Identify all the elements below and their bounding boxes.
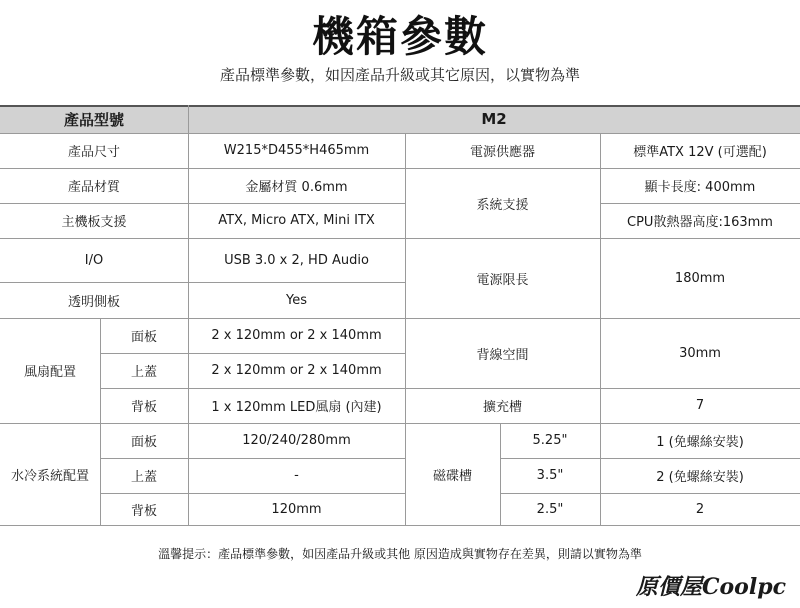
- spec-table: [0, 105, 800, 526]
- material-value: 金屬材質 0.6mm: [245, 180, 348, 195]
- bay-25-label: 2.5": [536, 502, 564, 517]
- grid-line: [0, 423, 800, 424]
- grid-line: [500, 423, 501, 526]
- grid-line: [100, 353, 405, 354]
- grid-line: [188, 105, 189, 526]
- fan-rear-label: 背板: [130, 400, 157, 415]
- grid-line: [100, 493, 405, 494]
- expansion-label: 擴充槽: [482, 400, 522, 415]
- page-subtitle: 產品標準參數，如因產品升級或其它原因，以實物為準: [219, 66, 580, 84]
- grid-line: [405, 133, 406, 526]
- psu-value: 標準ATX 12V (可選配): [633, 145, 767, 160]
- grid-line: [0, 203, 405, 204]
- bay-525-label: 5.25": [532, 433, 568, 448]
- material-label: 產品材質: [67, 180, 120, 195]
- grid-line: [100, 318, 101, 526]
- io-value: USB 3.0 x 2, HD Audio: [224, 252, 369, 268]
- grid-line: [600, 133, 601, 526]
- page-title: 機箱參數: [311, 12, 488, 61]
- cable-space-label: 背線空間: [476, 347, 529, 363]
- grid-line: [100, 458, 405, 459]
- grid-line: [0, 168, 800, 169]
- grid-line: [500, 493, 800, 494]
- drive-bay-label: 磁碟槽: [432, 469, 472, 484]
- water-rear-value: 120mm: [271, 502, 322, 517]
- header-model-label: 產品型號: [0, 105, 188, 133]
- footnote: 溫馨提示：產品標準參數，如因產品升級或其他 原因造成與實物存在差異，則請以實物為準: [158, 547, 642, 561]
- fan-top-value: 2 x 120mm or 2 x 140mm: [211, 363, 382, 378]
- grid-line: [0, 318, 800, 319]
- side-panel-value: Yes: [286, 292, 307, 308]
- fan-config-label: 風扇配置: [23, 365, 76, 380]
- motherboard-value: ATX, Micro ATX, Mini ITX: [218, 213, 375, 228]
- header-model-value: M2: [188, 105, 800, 133]
- grid-line: [0, 238, 800, 239]
- motherboard-label: 主機板支援: [61, 215, 127, 230]
- water-front-label: 面板: [130, 435, 157, 450]
- grid-line: [500, 458, 800, 459]
- size-label: 產品尺寸: [67, 145, 120, 160]
- bay-25-value: 2: [695, 502, 705, 517]
- psu-length-label: 電源限長: [476, 272, 529, 288]
- io-label: I/O: [84, 252, 104, 268]
- fan-front-value: 2 x 120mm or 2 x 140mm: [211, 328, 382, 343]
- gpu-length-value: 顯卡長度: 400mm: [644, 180, 756, 195]
- fan-rear-value: 1 x 120mm LED風扇 (內建): [211, 400, 382, 415]
- table-bottom-border: [0, 525, 800, 526]
- water-top-label: 上蓋: [130, 470, 157, 485]
- bay-35-label: 3.5": [536, 468, 564, 483]
- grid-line: [600, 203, 800, 204]
- bay-525-value: 1 (免螺絲安裝): [656, 435, 744, 450]
- grid-line: [100, 388, 800, 389]
- cpu-cooler-value: CPU散熱器高度:163mm: [627, 215, 773, 230]
- water-rear-label: 背板: [130, 504, 157, 519]
- water-top-value: -: [294, 468, 299, 483]
- brand-logo: 原價屋Coolpc: [636, 574, 786, 600]
- fan-front-label: 面板: [130, 330, 157, 345]
- cable-space-value: 30mm: [679, 345, 721, 361]
- system-support-label: 系統支援: [476, 197, 529, 213]
- size-value: W215*D455*H465mm: [223, 143, 370, 158]
- bay-35-value: 2 (免螺絲安裝): [656, 470, 744, 485]
- fan-top-label: 上蓋: [130, 365, 157, 380]
- psu-length-value: 180mm: [674, 270, 726, 286]
- water-front-value: 120/240/280mm: [242, 433, 351, 448]
- expansion-value: 7: [695, 398, 705, 413]
- table-top-border: [0, 105, 800, 107]
- side-panel-label: 透明側板: [67, 294, 120, 310]
- grid-line: [0, 133, 800, 134]
- water-cooling-label: 水冷系統配置: [10, 469, 89, 484]
- psu-label: 電源供應器: [469, 145, 535, 160]
- grid-line: [0, 282, 405, 283]
